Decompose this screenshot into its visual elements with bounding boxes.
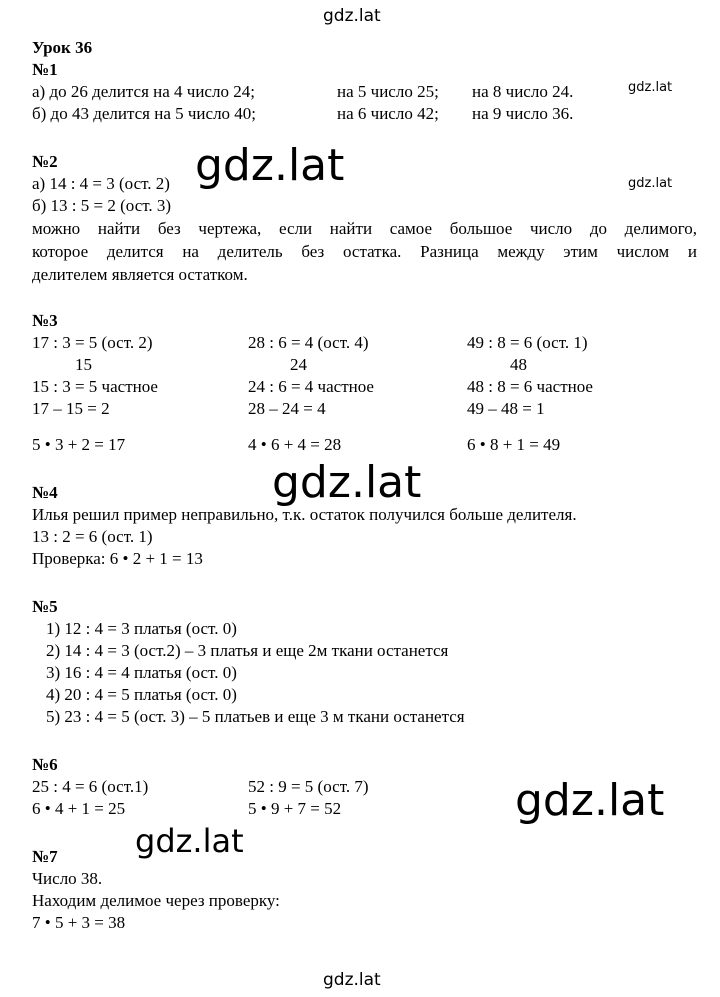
task3-col3-line5: 6 • 8 + 1 = 49 <box>467 435 561 454</box>
task3-col1-line2: 15 <box>75 355 92 374</box>
task6-col1-line2: 6 • 4 + 1 = 25 <box>32 799 126 818</box>
watermark-tiny-1: gdz.lat <box>628 80 673 95</box>
task6-heading: №6 <box>32 755 58 774</box>
task3-col2-line5: 4 • 6 + 4 = 28 <box>248 435 342 454</box>
task5-item-5: 5) 23 : 4 = 5 (ост. 3) – 5 платьев и еще 3 м ткани останется <box>46 707 465 726</box>
lesson-title: Урок 36 <box>32 38 93 57</box>
task3-col1-line4: 17 – 15 = 2 <box>32 399 110 418</box>
task7-line-1: Число 38. <box>32 869 103 888</box>
task3-heading: №3 <box>32 311 58 330</box>
task1-row-b-col1: б) до 43 делится на 5 число 40; <box>32 104 257 123</box>
task6-col1-line1: 25 : 4 = 6 (ост.1) <box>32 777 149 796</box>
task7-line-3: 7 • 5 + 3 = 38 <box>32 913 126 932</box>
task3-col2-line1: 28 : 6 = 4 (ост. 4) <box>248 333 369 352</box>
task2-para-line-2: которое делится на делитель без остатка. Разница между этим числом и <box>32 242 697 261</box>
task2-heading: №2 <box>32 152 58 171</box>
task1-row-a-col2: на 5 число 25; <box>337 82 439 101</box>
task2-paragraph <box>32 217 697 286</box>
task5-item-3: 3) 16 : 4 = 4 платья (ост. 0) <box>46 663 237 682</box>
task5-heading: №5 <box>32 597 58 616</box>
task4-line-3: Проверка: 6 • 2 + 1 = 13 <box>32 549 203 568</box>
task3-col3-line3: 48 : 8 = 6 частное <box>467 377 593 396</box>
task3-col3-line1: 49 : 8 = 6 (ост. 1) <box>467 333 588 352</box>
task3-col3-line2: 48 <box>510 355 527 374</box>
watermark-big-1: gdz.lat <box>195 140 345 191</box>
task4-line-2: 13 : 2 = 6 (ост. 1) <box>32 527 153 546</box>
task2-para-line-1: можно найти без чертежа, если найти самое большое число до делимого, <box>32 219 697 238</box>
task1-row-a-col3: на 8 число 24. <box>472 82 574 101</box>
task3-col1-line1: 17 : 3 = 5 (ост. 2) <box>32 333 153 352</box>
watermark-big-2: gdz.lat <box>272 457 422 508</box>
watermark-top: gdz.lat <box>323 6 381 26</box>
task2-line-b: б) 13 : 5 = 2 (ост. 3) <box>32 196 172 215</box>
task3-col2-line4: 28 – 24 = 4 <box>248 399 326 418</box>
task3-col2-line2: 24 <box>290 355 307 374</box>
watermark-big-3: gdz.lat <box>515 775 665 826</box>
task3-col1-line3: 15 : 3 = 5 частное <box>32 377 158 396</box>
watermark-tiny-2: gdz.lat <box>628 176 673 191</box>
task1-heading: №1 <box>32 60 58 79</box>
task1-row-b-col3: на 9 число 36. <box>472 104 574 123</box>
watermark-bottom: gdz.lat <box>323 970 381 990</box>
task5-item-1: 1) 12 : 4 = 3 платья (ост. 0) <box>46 619 237 638</box>
task4-line-1: Илья решил пример неправильно, т.к. остаток получился больше делителя. <box>32 505 577 524</box>
task7-heading: №7 <box>32 847 58 866</box>
task5-item-4: 4) 20 : 4 = 5 платья (ост. 0) <box>46 685 237 704</box>
task5-item-2: 2) 14 : 4 = 3 (ост.2) – 3 платья и еще 2м ткани останется <box>46 641 449 660</box>
task3-col2-line3: 24 : 6 = 4 частное <box>248 377 374 396</box>
task6-col2-line1: 52 : 9 = 5 (ост. 7) <box>248 777 369 796</box>
task1-row-b-col2: на 6 число 42; <box>337 104 439 123</box>
task7-line-2: Находим делимое через проверку: <box>32 891 280 910</box>
task3-col1-line5: 5 • 3 + 2 = 17 <box>32 435 126 454</box>
task4-heading: №4 <box>32 483 58 502</box>
task2-line-a: а) 14 : 4 = 3 (ост. 2) <box>32 174 170 193</box>
task2-para-line-3: делителем является остатком. <box>32 265 248 284</box>
task1-row-a-col1: а) до 26 делится на 4 число 24; <box>32 82 255 101</box>
task3-col3-line4: 49 – 48 = 1 <box>467 399 545 418</box>
watermark-mid: gdz.lat <box>135 822 244 860</box>
task6-col2-line2: 5 • 9 + 7 = 52 <box>248 799 342 818</box>
